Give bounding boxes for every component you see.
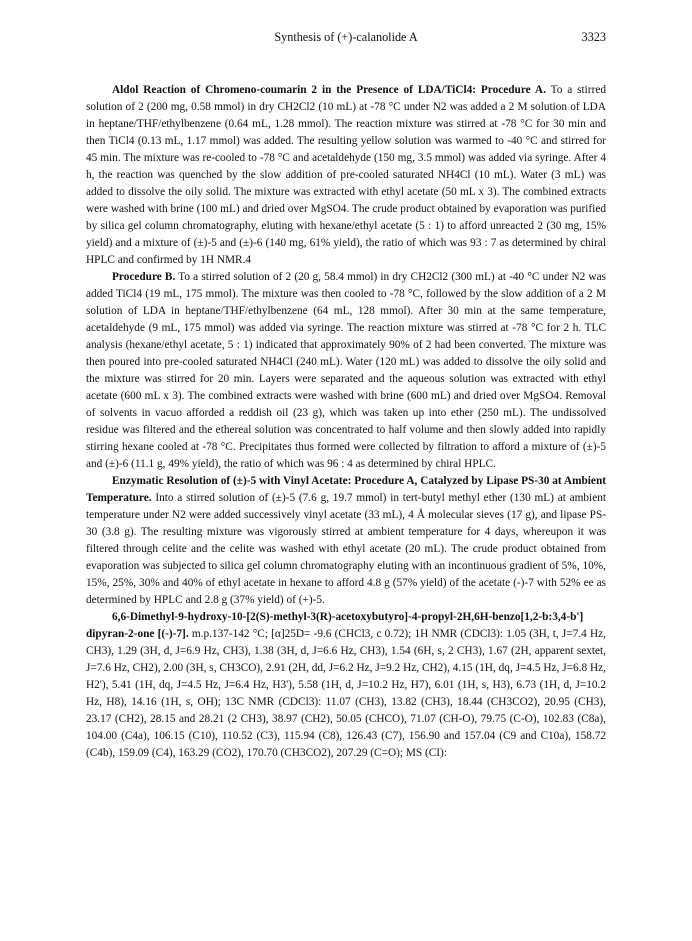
running-title: Synthesis of (+)-calanolide A (274, 30, 418, 44)
paragraph-procedure-b (86, 269, 606, 473)
compound-name: 6,6-Dimethyl-9-hydroxy-10-[2(S)-methyl-3(R)-acetoxybutyro]-4-propyl-2H,6H-benzo[1,2-b:3,4-b'] dipyran-2-one [(-)-7]. (86, 611, 584, 640)
paragraph-text: To a stirred solution of 2 (200 mg, 0.58 mmol) in dry CH2Cl2 (10 mL) at -78 °C under N2 was added a 2 M solution of LDA in heptane/THF/ethylbenzene (0.64 mL, 1.28 mmol). The reaction mixture was stirred at -78 °C for 30 min and then TiCl4 (0.13 mL, 1.17 mmol) was added. The resulting yellow solution was warmed to -40 °C and stirred for 45 min. The mixture was re-cooled to -78 °C and acetaldehyde (150 mg, 3.5 mmol) was added via syringe. After 4 h, the reaction was quenched by the slow addition of pre-cooled saturated NH4Cl (10 mL). Water (3 mL) was added to dissolve the oily solid. The mixture was extracted with ethyl acetate (50 mL x 3). The combined extracts were washed with brine (100 mL) and dried over MgSO4. The crude product obtained by evaporation was purified by silica gel column chromatography, eluting with hexane/ethyl acetate (5 : 1) to afford unreacted 2 (30 mg, 15% yield) and a mixture of (±)-5 and (±)-6 (140 mg, 61% yield), the ratio of which was 93 : 7 as determined by chiral HPLC and confirmed by 1H NMR.4 (86, 84, 606, 266)
page-number: 3323 (581, 30, 606, 44)
paragraph-text: Into a stirred solution of (±)-5 (7.6 g, 19.7 mmol) in tert-butyl methyl ether (130 mL) at ambient temperature under N2 were added successively vinyl acetate (33 mL), 4 Å molecular sieves (17 g), and lipase PS-30 (3.8 g). The resulting mixture was vigorously stirred at ambient temperature for 4 days, whereupon it was filtered through celite and the celite was washed with ethyl acetate (20 mL). The crude product obtained from evaporation was subjected to silica gel column chromatography eluting with an incontinuous gradient of 5%, 10%, 15%, 25%, 30% and 40% of ethyl acetate in hexane to afford 4.8 g (57% yield) of the acetate (-)-7 with 52% ee as determined by HPLC and 2.8 g (37% yield) of (+)-5. (86, 492, 606, 606)
paragraph-enzymatic-resolution (86, 473, 606, 609)
article-body (86, 82, 606, 762)
running-header (86, 30, 606, 48)
paragraph-compound-7 (86, 609, 606, 762)
paragraph-heading: Enzymatic Resolution of (±)-5 with Vinyl Acetate: Procedure A, Catalyzed by Lipase PS-30 at Ambient Temperature. (86, 475, 606, 504)
paragraph-text: m.p.137-142 °C; [α]25D= -9.6 (CHCl3, c 0.72); 1H NMR (CDCl3): 1.05 (3H, t, J=7.4 Hz, CH3), 1.29 (3H, d, J=6.9 Hz, CH3), 1.38 (3H, d, J=6.6 Hz, CH3), 1.54 (6H, s, 2 CH3), 1.67 (2H, apparent sextet, J=7.6 Hz, CH2), 2.00 (3H, s, CH3CO), 2.91 (2H, dd, J=6.2 Hz, J=9.2 Hz, CH2), 4.15 (1H, dq, J=4.5 Hz, J=6.8 Hz, H2'), 5.41 (1H, dq, J=4.5 Hz, J=6.4 Hz, H3'), 5.58 (1H, d, J=10.2 Hz, H7), 6.01 (1H, s, H3), 6.73 (1H, d, J=10.2 Hz, H8), 14.16 (1H, s, OH); 13C NMR (CDCl3): 11.07 (CH3), 13.82 (CH3), 18.44 (CH3CO2), 20.95 (CH3), 23.17 (CH2), 28.15 and 28.21 (2 CH3), 38.97 (CH2), 50.05 (CHCO), 71.07 (CH-O), 79.75 (C-O), 102.83 (C8a), 104.00 (C4a), 106.15 (C10), 110.52 (C3), 115.94 (C8), 126.43 (C7), 156.90 and 157.04 (C9 and C10a), 158.72 (C4b), 159.09 (C4), 163.29 (CO2), 170.70 (CH3CO2), 207.29 (C=O); MS (CI): (86, 628, 606, 759)
paragraph-heading: Procedure B. (112, 271, 176, 283)
paragraph-heading: Aldol Reaction of Chromeno-coumarin 2 in the Presence of LDA/TiCl4: Procedure A. (112, 84, 546, 96)
paragraph-text: To a stirred solution of 2 (20 g, 58.4 mmol) in dry CH2Cl2 (300 mL) at -40 °C under N2 was added TiCl4 (19 mL, 175 mmol). The mixture was then cooled to -78 °C, followed by the slow addition of a 2 M solution of LDA in heptane/THF/ethylbenzene (64 mL, 128 mmol). After 30 min at the same temperature, acetaldehyde (9 mL, 175 mmol) was added via syringe. The reaction mixture was stirred at -78 °C for 2 h. TLC analysis (hexane/ethyl acetate, 5 : 1) indicated that approximately 90% of 2 had been converted. The mixture was then poured into pre-cooled saturated NH4Cl (240 mL). Water (120 mL) was added to dissolve the oily solid and the mixture was stirred for 20 min. Layers were separated and the aqueous solution was extracted with ethyl acetate (600 mL x 3). The combined extracts were washed with brine (600 mL) and dried over MgSO4. Removal of solvents in vacuo afforded a reddish oil (23 g), which was taken up into ether (250 mL). The undissolved residue was filtered and the ethereal solution was concentrated to half volume and then slowly added into rapidly stirring hexane cooled at -78 °C. Precipitates thus formed were collected by filtration to afford a mixture of (±)-5 and (±)-6 (11.1 g, 49% yield), the ratio of which was 96 : 4 as determined by chiral HPLC. (86, 271, 606, 470)
paragraph-aldol-procedure-a (86, 82, 606, 269)
